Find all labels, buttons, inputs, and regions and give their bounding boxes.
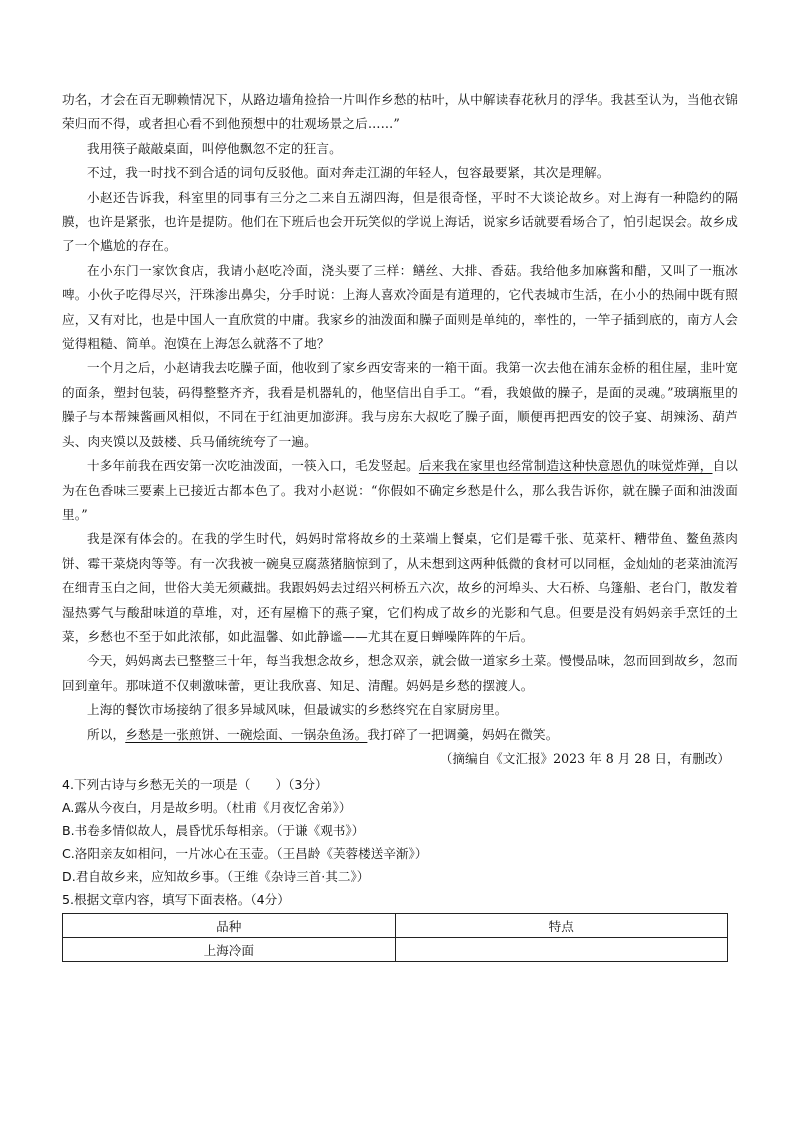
underlined-sentence-2: 乡愁是一张煎饼、一碗烩面、一锅杂鱼汤。: [125, 726, 368, 742]
article-paragraph-3: 不过，我一时找不到合适的词句反驳他。面对奔走江湖的年轻人，包容最要紧，其次是理解。: [87, 165, 610, 181]
article-paragraph-11: [62, 723, 738, 747]
article-paragraph-5: 在小东门一家饮食店，我请小赵吃冷面，浇头要了三样：鳝丝、大排、香菇。我给他多加麻酱和醋，又叫了一瓶冰啤。小伙子吃得尽兴，汗珠渗出鼻尖，分手时说：上海人喜欢冷面是有道理的，它代表城市生活，在小小的热闹中既有照应，又有对比，也是中国人一直欣赏的中庸。我家乡的油泼面和臊子面则是单纯的，率性的，一竿子插到底的，南方人会觉得粗糙、简单。泡馍在上海怎么就落不了地？: [62, 262, 738, 352]
question-4-option-c: C.洛阳亲友如相问，一片冰心在玉壶。（王昌龄《芙蓉楼送辛渐》）: [62, 846, 428, 862]
article-paragraph-6: 一个月之后，小赵请我去吃臊子面，他收到了家乡西安寄来的一箱干面。我第一次去他在浦东金桥的租住屋，韭叶宽的面条，塑封包装，码得整整齐齐，我看是机器轧的，他坚信出自手工。“看，我娘做的臊子，是面的灵魂。”玻璃瓶里的臊子与本帮辣酱画风相似，不同在于红油更加澎湃。我与房东大叔吃了臊子面，顺便再把西安的饺子宴、胡辣汤、葫芦头、肉夹馍以及鼓楼、兵马俑统统夸了一遍。: [62, 360, 738, 449]
article-paragraph-8: 我是深有体会的。在我的学生时代，妈妈时常将故乡的土菜端上餐桌，它们是霉千张、苋菜杆、糟带鱼、鳌鱼蒸肉饼、霉干菜烧肉等等。有一次我被一碗臭豆腐蒸猪脑惊到了，从未想到这两种低微的食材可以同框，金灿灿的老菜油流泻在细青玉白之间，世俗大美无须藏拙。我跟妈妈去过绍兴柯桥五六次，故乡的河埠头、大石桥、乌篷船、老台门，散发着湿热雾气与酸甜味道的草堆，对，还有屋檐下的燕子窠，它们构成了故乡的光影和气息。但要是没有妈妈亲手烹饪的土菜，乡愁也不至于如此浓郁，如此温馨、如此静谧——尤其在夏日蝉噪阵阵的午后。: [62, 531, 738, 644]
table-header-cell: 品种: [63, 914, 396, 938]
question-4-option-b: B.书卷多情似故人，晨昏忧乐每相亲。（于谦《观书》）: [62, 823, 365, 839]
question-5-title: 5.根据文章内容，填写下面表格。（4分）: [62, 892, 290, 908]
question-4-title: 4.下列古诗与乡愁无关的一项是（ ）（3分）: [62, 777, 328, 793]
underlined-sentence-1: 后来我在家里也经常制造这种快意恩仇的味觉炸弹，: [418, 458, 713, 474]
paragraph-11-text-c: 我打碎了一把调羹，妈妈在微笑。: [367, 726, 559, 742]
table-header-row: [63, 914, 728, 938]
answer-table: [62, 913, 728, 962]
paragraph-7-text-c: 自以为在色香味三要素上已接近古都本色了。我对小赵说：“你假如不确定乡愁是什么，那么我告诉你，就在臊子面和油泼面里。”: [62, 458, 738, 522]
question-4-option-a: A.露从今夜白，月是故乡明。（杜甫《月夜忆舍弟》）: [62, 800, 352, 816]
paragraph-11-text-a: 所以，: [87, 726, 126, 742]
article-source: （摘编自《文汇报》2023 年 8 月 28 日，有删改）: [439, 750, 730, 766]
table-cell: 上海冷面: [63, 938, 396, 962]
article-paragraph-4: 小赵还告诉我，科室里的同事有三分之二来自五湖四海，但是很奇怪，平时不大谈论故乡。对上海有一种隐约的隔膜，也许是紧张，也许是提防。他们在下班后也会开玩笑似的学说上海话，说家乡话就要看场合了，怕引起误会。故乡成了一个尴尬的存在。: [62, 189, 738, 254]
article-paragraph-10: 上海的餐饮市场接纳了很多异域风味，但最诚实的乡愁终究在自家厨房里。: [87, 702, 508, 718]
article-paragraph-9: 今天，妈妈离去已整整三十年，每当我想念故乡，想念双亲，就会做一道家乡土菜。慢慢品味，忽而回到故乡，忽而回到童年。那味道不仅刺激味蕾，更让我欣喜、知足、清醒。妈妈是乡愁的摆渡人。: [62, 653, 738, 693]
table-answer-cell[interactable]: [395, 938, 728, 962]
article-paragraph-7: [62, 454, 738, 527]
table-row: [63, 938, 728, 962]
article-paragraph-1: 功名，才会在百无聊赖情况下，从路边墙角捡拾一片叫作乡愁的枯叶，从中解读春花秋月的浮华。我甚至认为，当他衣锦荣归而不得，或者担心看不到他预想中的壮观场景之后……”: [62, 92, 738, 132]
table-header-cell: 特点: [395, 914, 728, 938]
question-4-option-d: D.君自故乡来，应知故乡事。（王维《杂诗三首·其二》）: [62, 869, 370, 885]
paragraph-7-text-a: 十多年前我在西安第一次吃油泼面，一筷入口，毛发竖起。: [87, 458, 419, 474]
document-page: [62, 88, 738, 962]
article-paragraph-2: 我用筷子敲敲桌面，叫停他飘忽不定的狂言。: [87, 140, 342, 156]
